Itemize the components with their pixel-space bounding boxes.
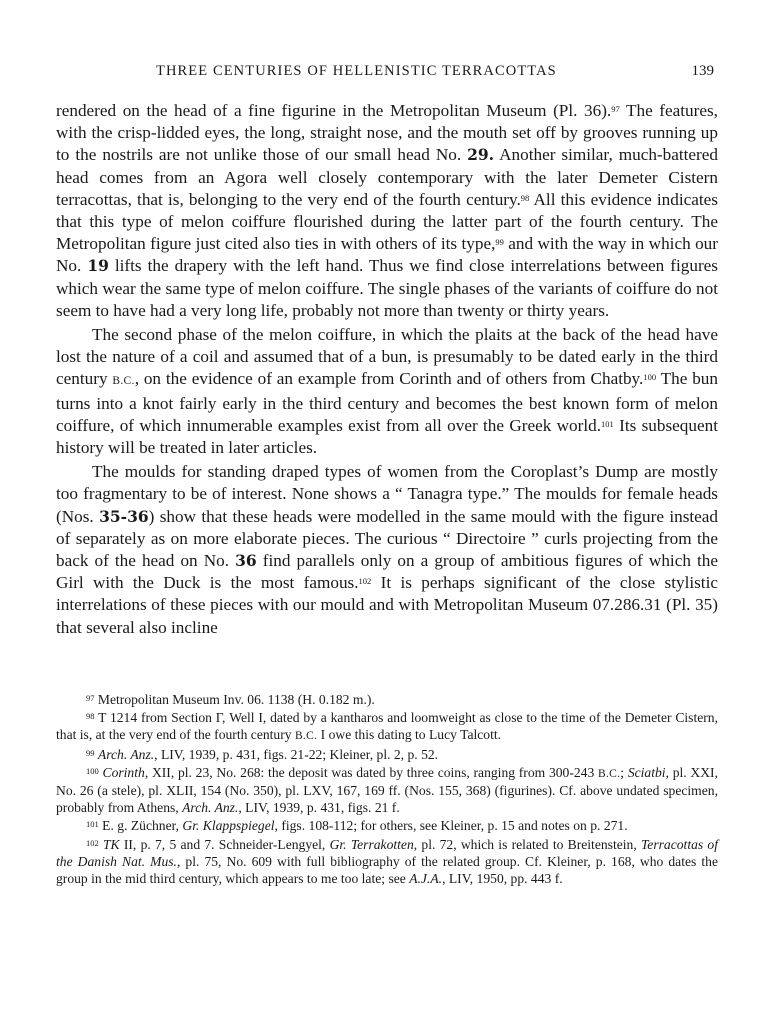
text-run: It is perhaps significant of the close stylistic interrelations of these pieces with our mould and with Metropolitan Museum 07.286.31 (Pl. 35) that several also incline <box>56 573 718 637</box>
text-run: , pl. 75, No. 609 with full bibliography of the related group. Cf. Kleiner, p. 168, who dates the group in the mid third century, which appears to me too late; see <box>56 853 718 886</box>
text-run: All this evidence indicates that this type of melon coiffure flourished during the latter part of the fourth century. The Metropolitan figure just cited also ties in with others of its type, <box>56 189 718 254</box>
text-run: , pl. XXI, No. 26 (a stele), pl. XLII, 154 (No. 350), pl. LXV, 167, 169 ff. (Nos. 155, 368) (figurines). Cf. above undated specimen, probably from Athens, <box>56 765 718 815</box>
footnotes <box>56 692 718 889</box>
footnote <box>56 692 718 709</box>
text-run: ; <box>620 765 628 781</box>
text-run: I owe this dating to Lucy Talcott. <box>317 727 502 743</box>
text-run: The features, with the crisp-lidded eyes, the long, straight nose, and the mouth set off by grooves running up to the nostrils are not unlike those of our small head No. <box>56 101 718 165</box>
note-reference: 100 <box>86 766 99 777</box>
italic-title: Arch. Anz. <box>182 799 239 815</box>
paragraph <box>56 324 718 459</box>
footnote <box>56 765 718 817</box>
small-caps-text: B.C. <box>598 768 621 781</box>
paragraph <box>56 100 718 322</box>
running-title: THREE CENTURIES OF HELLENISTIC TERRACOTTAS <box>156 63 557 79</box>
text-run: Its subsequent history will be treated in later articles. <box>56 415 718 458</box>
note-reference: 99 <box>86 747 95 758</box>
text-run: T 1214 from Section Γ, Well I, dated by a kantharos and loomweight as close to the time of the Demeter Cistern, that is, at the very end of the fourth century <box>56 710 718 743</box>
page-number: 139 <box>691 63 714 79</box>
note-reference: 100 <box>643 372 657 383</box>
text-run: The second phase of the melon coiffure, in which the plaits at the back of the head have lost the nature of a coil and assumed that of a bun, is presumably to be dated early in the third century <box>56 325 718 389</box>
text-run: II, p. 7, 5 and 7. Schneider-Lengyel, <box>119 836 330 852</box>
note-reference: 101 <box>86 819 99 830</box>
text-run: rendered on the head of a fine figurine in the Metropolitan Museum (Pl. 36). <box>56 101 612 120</box>
note-reference: 101 <box>601 418 614 429</box>
small-caps-text: B.C. <box>294 730 318 743</box>
text-run: ) show that these heads were modelled in the same mould with the figure instead of separately as on more elaborate pieces. The curious “ Directoire ” curls projecting from the back of the head on No. <box>56 506 719 571</box>
italic-title: Gr. Terrakotten <box>329 836 414 852</box>
italic-title: Arch. Anz. <box>97 746 155 762</box>
italic-title: Corinth <box>102 765 145 781</box>
catalogue-number: 19 <box>87 256 109 276</box>
text-run: The bun turns into a knot fairly early in the third century and becomes the best known form of melon coiffure, of which innumerable examples exist from all over the Greek world. <box>56 369 718 435</box>
footnote <box>56 710 718 745</box>
italic-title: Gr. Klappspiegel <box>182 818 275 834</box>
text-run: Another similar, much-battered head comes from an Agora well closely contemporary with the later Demeter Cistern terracottas, that is, belonging to the very end of the fourth century. <box>56 145 718 209</box>
catalogue-number: 35-36 <box>99 506 149 526</box>
note-reference: 97 <box>86 693 95 703</box>
note-reference: 102 <box>358 576 372 587</box>
italic-title: Terracottas of the Danish Nat. Mus. <box>56 836 718 869</box>
text-run: , LIV, 1939, p. 431, figs. 21 f. <box>238 799 400 815</box>
italic-title: TK <box>103 836 120 852</box>
text-run: lifts the drapery with the left hand. Thus we find close interrelations between figures which wear the same type of melon coiffure. The single phases of the variants of coiffure do not seem to have had a very long life, probably not more than twenty or thirty years. <box>56 256 718 320</box>
text-run: , XII, pl. 23, No. 268: the deposit was dated by three coins, ranging from 300-243 <box>144 765 598 781</box>
text-run: E. g. Züchner, <box>98 818 183 834</box>
note-reference: 98 <box>520 192 530 203</box>
note-reference: 97 <box>611 104 620 114</box>
text-run: find parallels only on a group of ambitious figures of which the Girl with the Duck is the most famous. <box>56 551 718 593</box>
note-reference: 98 <box>86 711 95 722</box>
catalogue-number: 36 <box>235 551 257 571</box>
footnote <box>56 837 718 888</box>
text-run: , pl. 72, which is related to Breitenstein, <box>413 836 641 852</box>
text-run: , LIV, 1950, pp. 443 f. <box>442 870 563 886</box>
note-reference: 99 <box>495 237 504 248</box>
footnote <box>56 818 718 835</box>
body-text <box>56 100 718 639</box>
text-run: , on the evidence of an example from Corinth and of others from Chatby. <box>134 369 644 389</box>
text-run: , figs. 108-112; for others, see Kleiner, p. 15 and notes on p. 271. <box>274 818 628 834</box>
text-run: and with the way in which our No. <box>56 234 718 276</box>
page-header <box>56 63 716 85</box>
paragraph <box>56 461 718 639</box>
italic-title: A.J.A. <box>409 870 443 886</box>
footnote <box>56 747 718 764</box>
text-run: Metropolitan Museum Inv. 06. 1138 (H. 0.182 m.). <box>94 692 375 707</box>
text-run: The moulds for standing draped types of women from the Coroplast’s Dump are mostly too fragmentary to be of interest. None shows a “ Tanagra type.” The moulds for female heads (Nos. <box>56 462 718 526</box>
catalogue-number: 29. <box>467 145 495 165</box>
small-caps-text: B.C. <box>112 375 135 388</box>
italic-title: Sciatbi <box>627 765 666 781</box>
note-reference: 102 <box>86 837 99 848</box>
text-run: , LIV, 1939, p. 431, figs. 21-22; Kleiner, pl. 2, p. 52. <box>154 746 439 762</box>
